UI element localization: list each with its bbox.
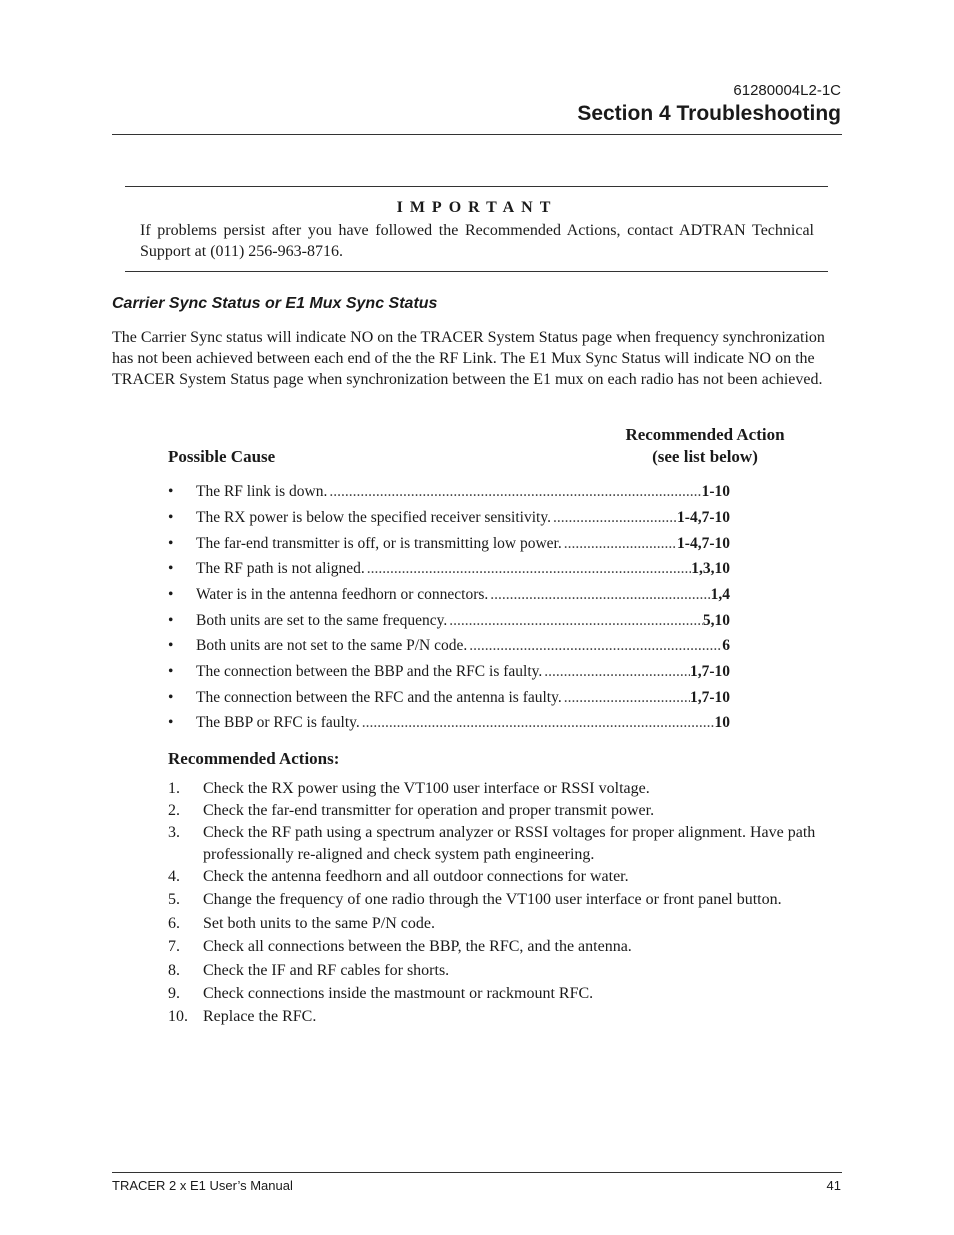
dot-leader — [488, 586, 710, 604]
action-number: 4. — [168, 868, 180, 885]
action-reference: 1-4,7-10 — [677, 535, 730, 552]
action-reference: 1,7-10 — [689, 663, 730, 680]
action-reference: 1,7-10 — [689, 689, 730, 706]
dot-leader — [327, 483, 701, 501]
action-item — [168, 960, 833, 982]
action-item — [168, 866, 833, 888]
footer-rule — [112, 1172, 842, 1173]
cause-text: The RX power is below the specified receiver sensitivity. — [196, 509, 551, 526]
action-item — [168, 913, 833, 935]
action-reference: 1,3,10 — [691, 560, 730, 577]
action-text: Check connections inside the mastmount or rackmount RFC. — [203, 985, 594, 1002]
subsection-title: Carrier Sync Status or E1 Mux Sync Status — [112, 295, 438, 312]
document-number: 61280004L2-1C — [733, 82, 841, 99]
action-item — [168, 822, 833, 866]
action-text: Replace the RFC. — [203, 1008, 317, 1025]
bullet: • — [168, 586, 174, 603]
footer-manual-title: TRACER 2 x E1 User’s Manual — [112, 1178, 293, 1193]
action-number: 1. — [168, 780, 180, 797]
cause-text: The far-end transmitter is off, or is transmitting low power. — [196, 535, 562, 552]
cause-row — [168, 663, 730, 687]
bullet: • — [168, 663, 174, 680]
cause-row — [168, 612, 730, 636]
action-reference: 1-4,7-10 — [677, 509, 730, 526]
dot-leader — [542, 663, 690, 681]
bullet: • — [168, 483, 174, 500]
cause-row — [168, 483, 730, 507]
cause-text: The connection between the BBP and the RFC is faulty. — [196, 663, 543, 680]
recommended-action-header-line2: (see list below) — [652, 447, 758, 466]
action-number: 6. — [168, 915, 180, 932]
action-number: 8. — [168, 962, 180, 979]
intro-paragraph: The Carrier Sync status will indicate NO on the TRACER System Status page when frequency synchronization has not been achieved between each end of the the RF Link. The E1 Mux Sync Status will indicate NO on the TRACER System Status page when synchronization between the E1 mux on each radio has not been achieved. — [112, 329, 825, 388]
dot-leader — [562, 535, 677, 553]
cause-text: Water is in the antenna feedhorn or connectors. — [196, 586, 489, 603]
cause-row — [168, 714, 730, 738]
cause-text: The connection between the RFC and the antenna is faulty. — [196, 689, 562, 706]
action-text: Check all connections between the BBP, the RFC, and the antenna. — [203, 938, 632, 955]
action-number: 10. — [168, 1008, 188, 1025]
action-text: Set both units to the same P/N code. — [203, 915, 435, 932]
bullet: • — [168, 689, 174, 706]
dot-leader — [360, 714, 715, 732]
action-item — [168, 1006, 833, 1028]
action-text: Check the antenna feedhorn and all outdoor connections for water. — [203, 868, 629, 885]
bullet: • — [168, 637, 174, 654]
action-reference: 1-10 — [701, 483, 730, 500]
cause-row — [168, 586, 730, 610]
cause-text: The RF link is down. — [196, 483, 328, 500]
cause-text: The BBP or RFC is faulty. — [196, 714, 360, 731]
dot-leader — [551, 509, 677, 527]
important-bottom-rule — [125, 271, 828, 272]
action-number: 3. — [168, 824, 180, 841]
dot-leader — [562, 689, 690, 707]
action-text: Check the IF and RF cables for shorts. — [203, 962, 450, 979]
bullet: • — [168, 714, 174, 731]
cause-text: Both units are set to the same frequency. — [196, 612, 448, 629]
bullet: • — [168, 509, 174, 526]
action-text: Change the frequency of one radio through the VT100 user interface or front panel button. — [203, 891, 782, 908]
recommended-action-header — [607, 424, 803, 468]
action-item — [168, 983, 833, 1005]
bullet: • — [168, 560, 174, 577]
action-number: 2. — [168, 802, 180, 819]
cause-row — [168, 689, 730, 713]
dot-leader — [447, 612, 703, 630]
action-item — [168, 778, 833, 800]
section-title: Section 4 Troubleshooting — [577, 102, 841, 125]
action-reference: 10 — [714, 714, 730, 731]
action-text: Check the far-end transmitter for operation and proper transmit power. — [203, 802, 655, 819]
action-reference: 1,4 — [710, 586, 730, 603]
action-item — [168, 800, 833, 822]
important-top-rule — [125, 186, 828, 187]
important-heading: IMPORTANT — [396, 199, 558, 216]
recommended-action-header-line1: Recommended Action — [625, 425, 785, 444]
recommended-actions-heading: Recommended Actions: — [168, 749, 340, 768]
action-text: Check the RX power using the VT100 user interface or RSSI voltage. — [203, 780, 650, 797]
dot-leader — [365, 560, 691, 578]
action-number: 5. — [168, 891, 180, 908]
footer-page-number: 41 — [826, 1178, 841, 1193]
bullet: • — [168, 535, 174, 552]
action-text: Check the RF path using a spectrum analyzer or RSSI voltages for proper alignment. Have path professionally re-aligned and check system path engineering. — [203, 824, 816, 863]
action-number: 7. — [168, 938, 180, 955]
action-number: 9. — [168, 985, 180, 1002]
cause-text: Both units are not set to the same P/N code. — [196, 637, 468, 654]
action-item — [168, 889, 833, 911]
action-reference: 5,10 — [702, 612, 730, 629]
cause-text: The RF path is not aligned. — [196, 560, 365, 577]
cause-row — [168, 637, 730, 661]
action-item — [168, 936, 833, 958]
cause-row — [168, 509, 730, 533]
important-body: If problems persist after you have followed the Recommended Actions, contact ADTRAN Technical Support at (011) 256-963-8716. — [140, 222, 814, 260]
cause-row — [168, 560, 730, 584]
bullet: • — [168, 612, 174, 629]
cause-row — [168, 535, 730, 559]
action-reference: 6 — [722, 637, 730, 654]
possible-cause-header: Possible Cause — [168, 447, 276, 466]
dot-leader — [467, 637, 722, 655]
header-rule — [112, 134, 842, 135]
